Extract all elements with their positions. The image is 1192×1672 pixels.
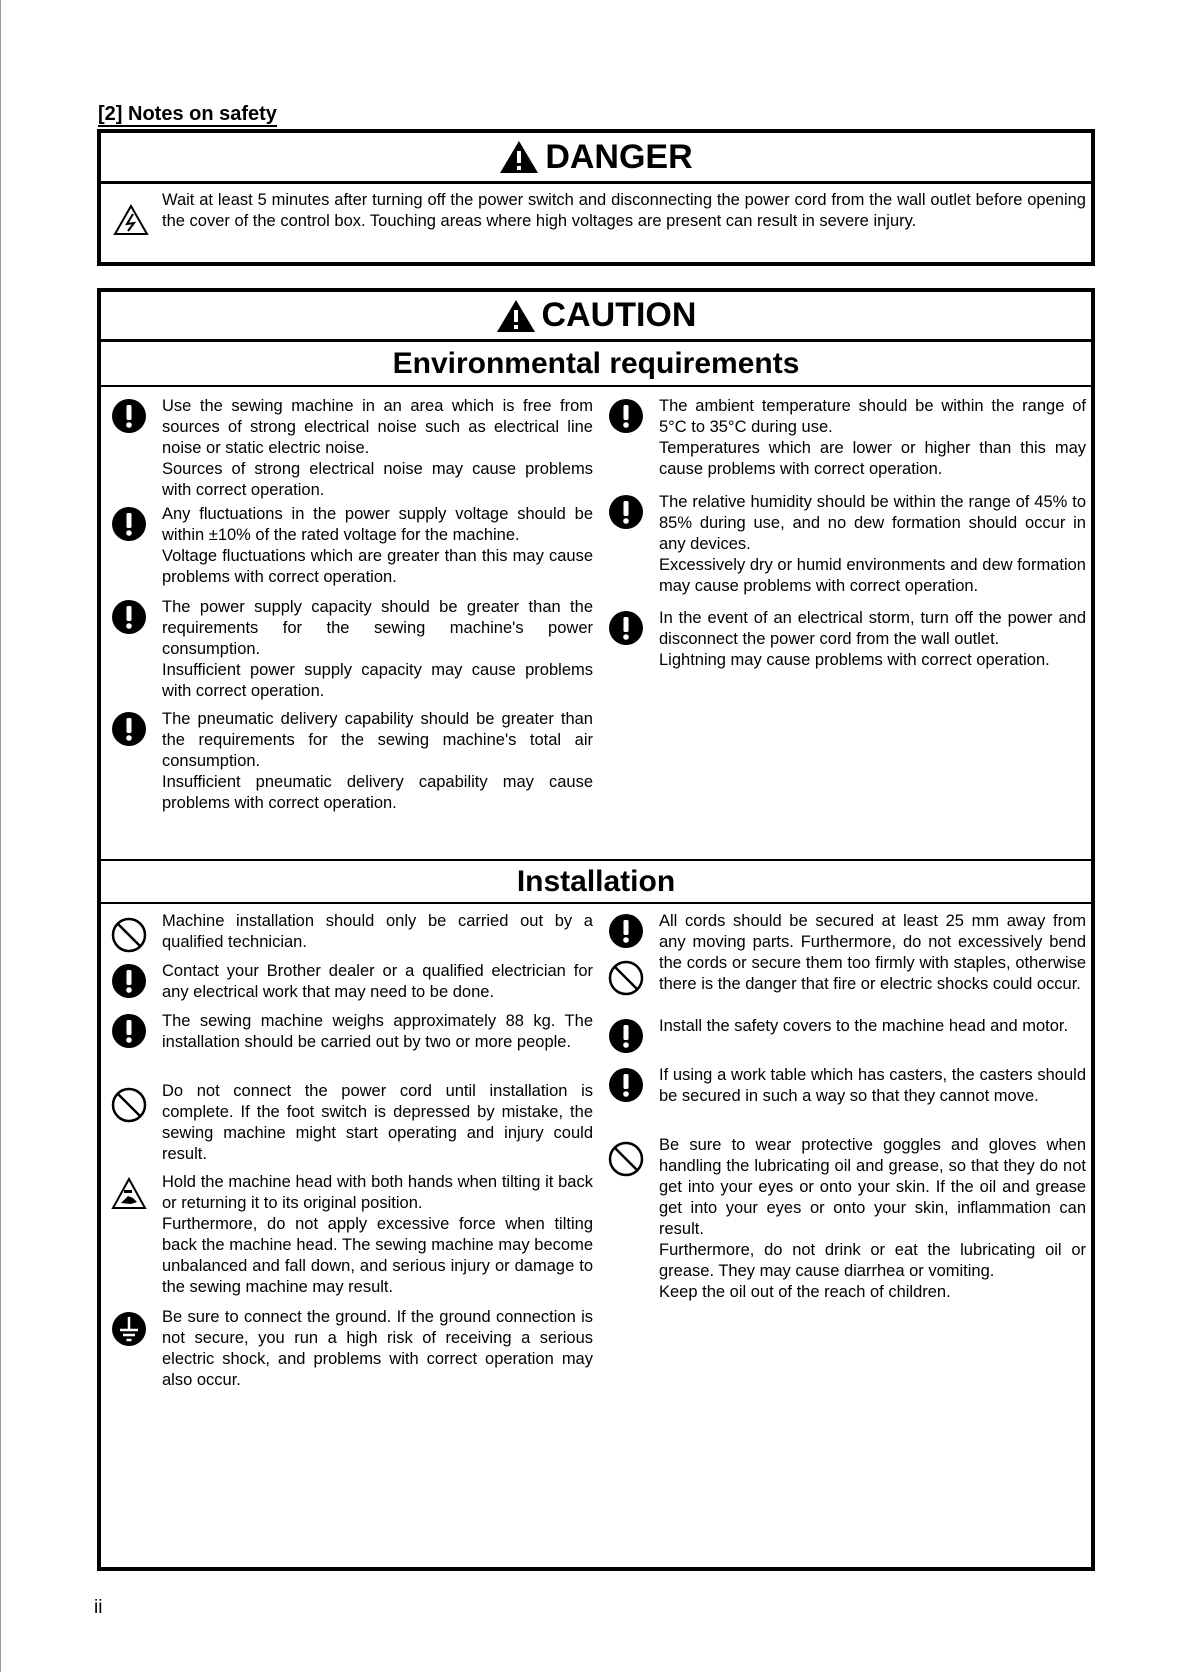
prohibition-icon [111, 917, 147, 953]
mandatory-icon [608, 610, 644, 646]
environmental-title: Environmental requirements [392, 346, 800, 380]
safety-paragraph: Any fluctuations in the power supply voltage should be within ±10% of the rated voltage for the machine. [162, 505, 593, 544]
caution-title: CAUTION [541, 296, 697, 334]
safety-paragraph: Furthermore, do not drink or eat the lubricating oil or grease. They may cause diarrhea or vomiting. [659, 1241, 1086, 1280]
danger-text: Wait at least 5 minutes after turning off the power switch and disconnecting the power cord from the wall outlet before opening the cover of the control box. Touching areas where high voltages are present can result in severe injury. [162, 191, 1086, 230]
safety-item-text [162, 961, 593, 1003]
safety-item-text [659, 1016, 1086, 1037]
safety-paragraph: The power supply capacity should be greater than the requirements for the sewing machine's power consumption. [162, 598, 593, 658]
caution-header [101, 292, 1091, 342]
danger-box [97, 129, 1095, 266]
electric-shock-warning-icon [113, 204, 149, 236]
prohibition-icon [608, 1141, 644, 1177]
mandatory-icon [111, 1013, 147, 1049]
page-edge [0, 0, 1, 1672]
section-heading: [2] Notes on safety [98, 103, 277, 125]
safety-item-text [162, 396, 593, 501]
environmental-header [101, 342, 1091, 387]
mandatory-icon [608, 913, 644, 949]
safety-paragraph: Be sure to wear protective goggles and gloves when handling the lubricating oil and grease, so that they do not get into your eyes or onto your skin. If the oil and grease get into your eyes or onto your skin, inflammation can result. [659, 1136, 1086, 1238]
caution-box [97, 288, 1095, 1571]
safety-item-text [659, 492, 1086, 597]
safety-paragraph: Contact your Brother dealer or a qualified electrician for any electrical work that may need to be done. [162, 962, 593, 1001]
safety-paragraph: Be sure to connect the ground. If the ground connection is not secure, you run a high risk of receiving a serious electric shock, and problems with correct operation may also occur. [162, 1308, 593, 1389]
mandatory-icon [608, 398, 644, 434]
mandatory-icon [111, 711, 147, 747]
safety-item-text [659, 911, 1086, 995]
mandatory-icon [608, 1018, 644, 1054]
safety-item-text [162, 1172, 593, 1298]
environmental-section [101, 387, 1091, 859]
danger-header [101, 133, 1091, 184]
safety-item-text [659, 396, 1086, 480]
mandatory-icon [608, 1067, 644, 1103]
warning-triangle-icon [499, 140, 539, 174]
safety-paragraph: Furthermore, do not apply excessive force when tilting back the machine head. The sewing machine may become unbalanced and fall down, and serious injury or damage to the sewing machine may result. [162, 1215, 593, 1296]
safety-paragraph: Sources of strong electrical noise may cause problems with correct operation. [162, 460, 593, 499]
safety-paragraph: The relative humidity should be within the range of 45% to 85% during use, and no dew formation should occur in any devices. [659, 493, 1086, 553]
installation-section [101, 904, 1091, 1567]
installation-header [101, 859, 1091, 904]
safety-paragraph: Excessively dry or humid environments and dew formation may cause problems with correct operation. [659, 556, 1086, 595]
safety-paragraph: Install the safety covers to the machine head and motor. [659, 1017, 1069, 1035]
safety-item-text [659, 1135, 1086, 1303]
danger-body [101, 184, 1091, 264]
prohibition-icon [111, 1087, 147, 1123]
warning-triangle-icon [496, 299, 536, 333]
safety-item-text [162, 1081, 593, 1165]
safety-item-text [162, 1307, 593, 1391]
mandatory-icon [111, 506, 147, 542]
safety-paragraph: In the event of an electrical storm, turn off the power and disconnect the power cord from the wall outlet. [659, 609, 1086, 648]
safety-paragraph: The pneumatic delivery capability should be greater than the requirements for the sewing machine's total air consumption. [162, 710, 593, 770]
safety-paragraph: If using a work table which has casters, the casters should be secured in such a way so that they cannot move. [659, 1066, 1086, 1105]
safety-item-text [162, 709, 593, 814]
safety-item-text [659, 608, 1086, 671]
mandatory-icon [111, 599, 147, 635]
safety-item-text [162, 1011, 593, 1053]
page-number: ii [94, 1597, 103, 1618]
prohibition-icon [608, 960, 644, 996]
mandatory-icon [111, 963, 147, 999]
safety-paragraph: Lightning may cause problems with correct operation. [659, 651, 1050, 669]
safety-paragraph: Keep the oil out of the reach of children. [659, 1283, 951, 1301]
danger-title: DANGER [545, 137, 693, 176]
safety-paragraph: Insufficient power supply capacity may cause problems with correct operation. [162, 661, 593, 700]
safety-item-text [659, 1065, 1086, 1107]
safety-item-text [162, 911, 593, 953]
safety-paragraph: Insufficient pneumatic delivery capability may cause problems with correct operation. [162, 773, 593, 812]
mandatory-icon [111, 398, 147, 434]
hand-pinch-warning-icon [111, 1176, 147, 1212]
safety-paragraph: Temperatures which are lower or higher than this may cause problems with correct operation. [659, 439, 1086, 478]
safety-paragraph: Hold the machine head with both hands when tilting it back or returning it to its original position. [162, 1173, 593, 1212]
safety-paragraph: Voltage fluctuations which are greater than this may cause problems with correct operation. [162, 547, 593, 586]
safety-paragraph: Do not connect the power cord until installation is complete. If the foot switch is depressed by mistake, the sewing machine might start operating and injury could result. [162, 1082, 593, 1163]
safety-paragraph: The ambient temperature should be within the range of 5°C to 35°C during use. [659, 397, 1086, 436]
safety-item-text [162, 597, 593, 702]
safety-paragraph: All cords should be secured at least 25 mm away from any moving parts. Furthermore, do not excessively bend the cords or secure them too firmly with staples, otherwise there is the danger that fire or electric shocks could occur. [659, 912, 1086, 993]
ground-icon [111, 1311, 147, 1347]
installation-title: Installation [516, 864, 676, 898]
safety-paragraph: Use the sewing machine in an area which is free from sources of strong electrical noise such as electrical line noise or static electric noise. [162, 397, 593, 457]
safety-paragraph: The sewing machine weighs approximately 88 kg. The installation should be carried out by two or more people. [162, 1012, 593, 1051]
safety-item-text [162, 504, 593, 588]
mandatory-icon [608, 494, 644, 530]
safety-paragraph: Machine installation should only be carried out by a qualified technician. [162, 912, 593, 951]
